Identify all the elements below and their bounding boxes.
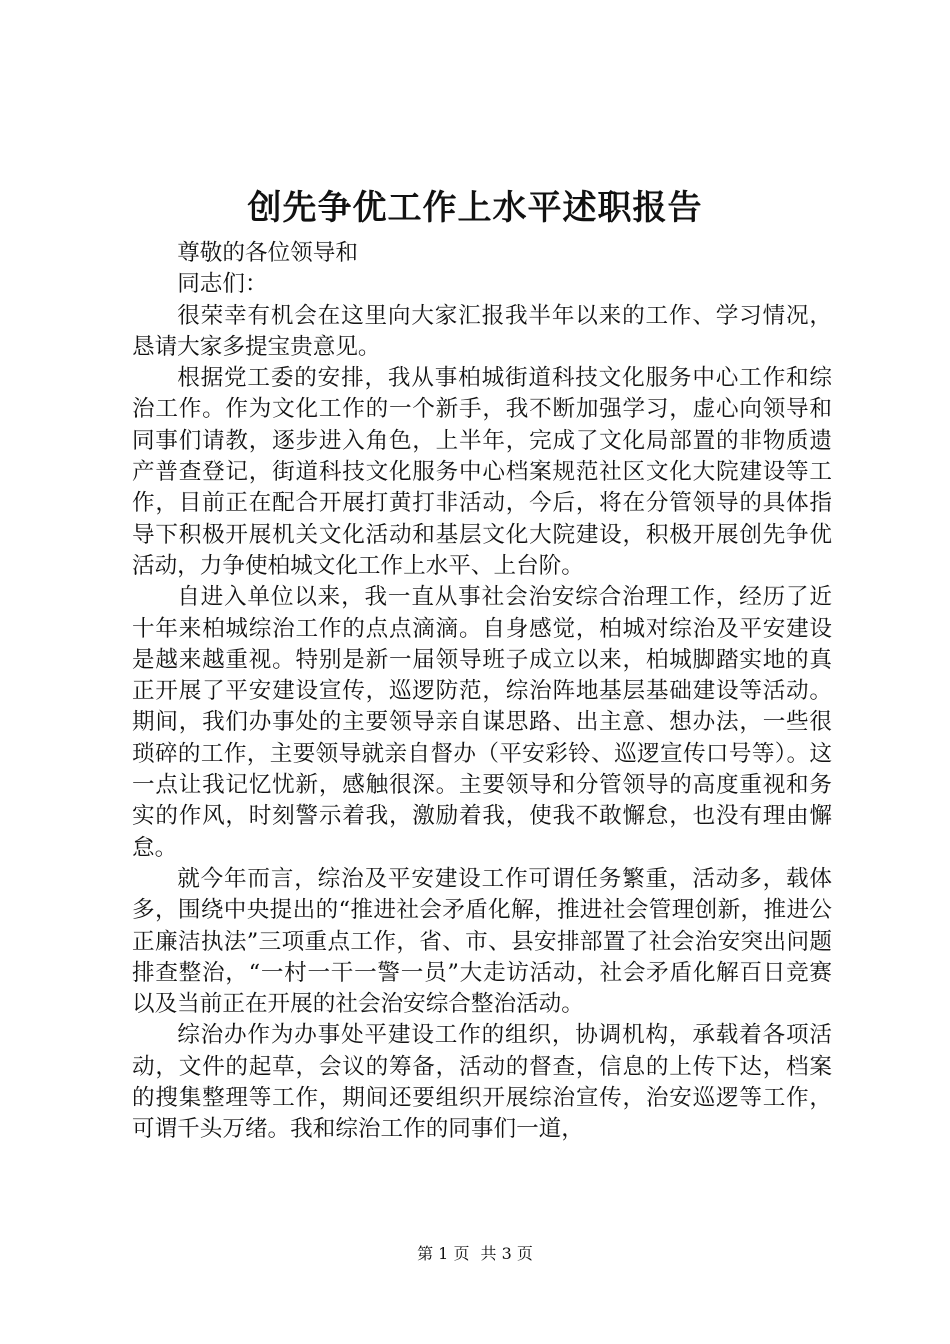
salutation-line-1: 尊敬的各位领导和 (177, 240, 358, 266)
paragraph-this-year: 就今年而言，综治及平安建设工作可谓任务繁重，活动多，载体多，围绕中央提出的“推进社会矛盾化解，推进社会管理创新，推进公正廉洁执法”三项重点工作，省、市、县安排部置了社会治安突出问题排查整治，“一村一干一警一员”大走访活动，社会矛盾化解百日竞赛以及当前正在开展的社会治安综合整治活动。 (132, 865, 832, 1018)
paragraph-office-role: 综治办作为办事处平建设工作的组织，协调机构，承载着各项活动，文件的起草，会议的筹备，活动的督查，信息的上传下达，档案的搜集整理等工作，期间还要组织开展综治宣传，治安巡逻等工作，可谓千头万绪。我和综治工作的同事们一道， (132, 1022, 832, 1143)
paragraph-culture-work: 根据党工委的安排，我从事柏城街道科技文化服务中心工作和综治工作。作为文化工作的一个新手，我不断加强学习，虚心向领导和同事们请教，逐步进入角色，上半年，完成了文化局部置的非物质遗产普查登记，街道科技文化服务中心档案规范社区文化大院建设等工作，目前正在配合开展打黄打非活动，今后，将在分管领导的具体指导下积极开展机关文化活动和基层文化大院建设，积极开展创先争优活动，力争使柏城文化工作上水平、上台阶。 (132, 365, 832, 579)
document-title: 创先争优工作上水平述职报告 (247, 188, 703, 228)
page-number: 第 1 页 (417, 1244, 470, 1263)
paragraph-security-work: 自进入单位以来，我一直从事社会治安综合治理工作，经历了近十年来柏城综治工作的点点滴滴。自身感觉，柏城对综治及平安建设是越来越重视。特别是新一届领导班子成立以来，柏城脚踏实地的真正开展了平安建设宣传，巡逻防范，综治阵地基层基础建设等活动。期间，我们办事处的主要领导亲自谋思路、出主意、想办法，一些很琐碎的工作，主要领导就亲自督办（平安彩铃、巡逻宣传口号等）。这一点让我记忆忧新，感触很深。主要领导和分管领导的高度重视和务实的作风，时刻警示着我，激励着我，使我不敢懈怠，也没有理由懈怠。 (132, 584, 832, 861)
page-footer (0, 1243, 950, 1265)
document-body (132, 238, 832, 1146)
salutation-line-2: 同志们： (177, 271, 268, 298)
page-total: 共 3 页 (480, 1244, 533, 1263)
paragraph-intro: 很荣幸有机会在这里向大家汇报我半年以来的工作、学习情况，恳请大家多提宝贵意见。 (132, 302, 832, 360)
